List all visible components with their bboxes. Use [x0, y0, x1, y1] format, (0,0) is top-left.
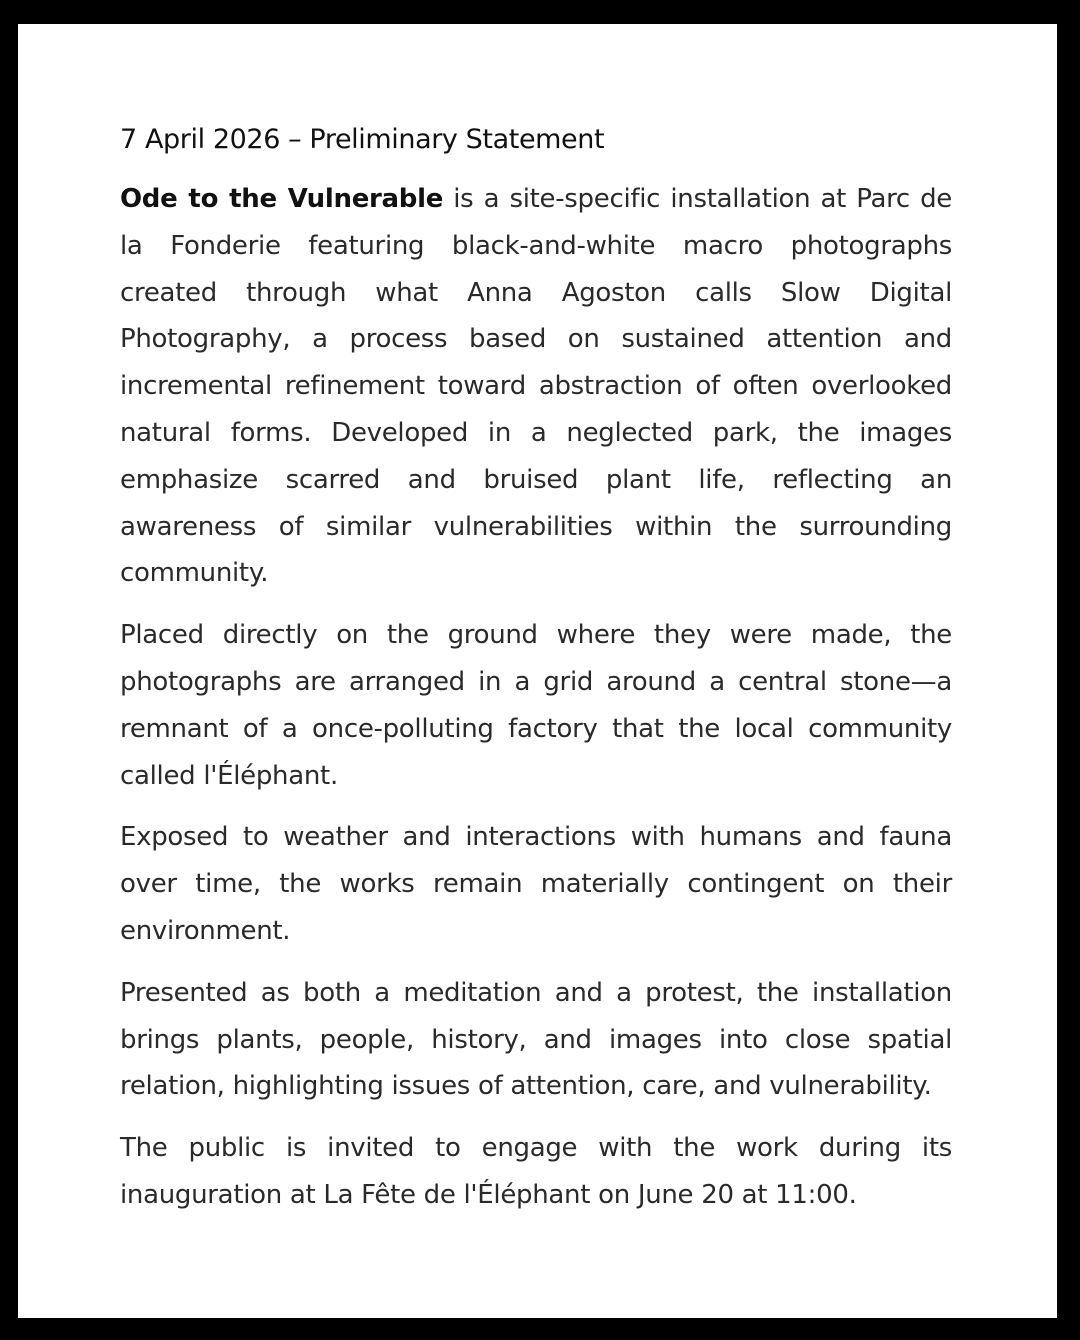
- paragraph-meditation: Presented as both a meditation and a protest, the installation brings plants, people, history, and images into close spatial relation, highlighting issues of attention, care, and vulnerability.: [120, 977, 952, 1102]
- statement-heading: 7 April 2026 – Preliminary Statement: [120, 124, 605, 155]
- paragraph-placement: Placed directly on the ground where they were made, the photographs are arranged in a grid around a central stone—a remnant of a once-polluting factory that the local community called l'Éléphant.: [120, 620, 952, 791]
- artwork-title: Ode to the Vulnerable: [120, 184, 444, 214]
- document-content: [120, 122, 952, 1234]
- document-page: [18, 24, 1057, 1318]
- paragraph-invitation: The public is invited to engage with the work during its inauguration at La Fête de l'Éléphant on June 20 at 11:00.: [120, 1133, 952, 1210]
- paragraph-exposure: Exposed to weather and interactions with humans and fauna over time, the works remain materially contingent on their environment.: [120, 822, 952, 946]
- paragraph-intro-text: is a site-specific installation at Parc de la Fonderie featuring black-and-white macro photographs created through what Anna Agoston calls Slow Digital Photography, a process based on sustained attention and incremental refinement toward abstraction of often overlooked natural forms. Developed in a neglected park, the images emphasize scarred and bruised plant life, reflecting an awareness of similar vulnerabilities within the surrounding community.: [120, 184, 952, 589]
- paragraph-intro: [120, 176, 952, 597]
